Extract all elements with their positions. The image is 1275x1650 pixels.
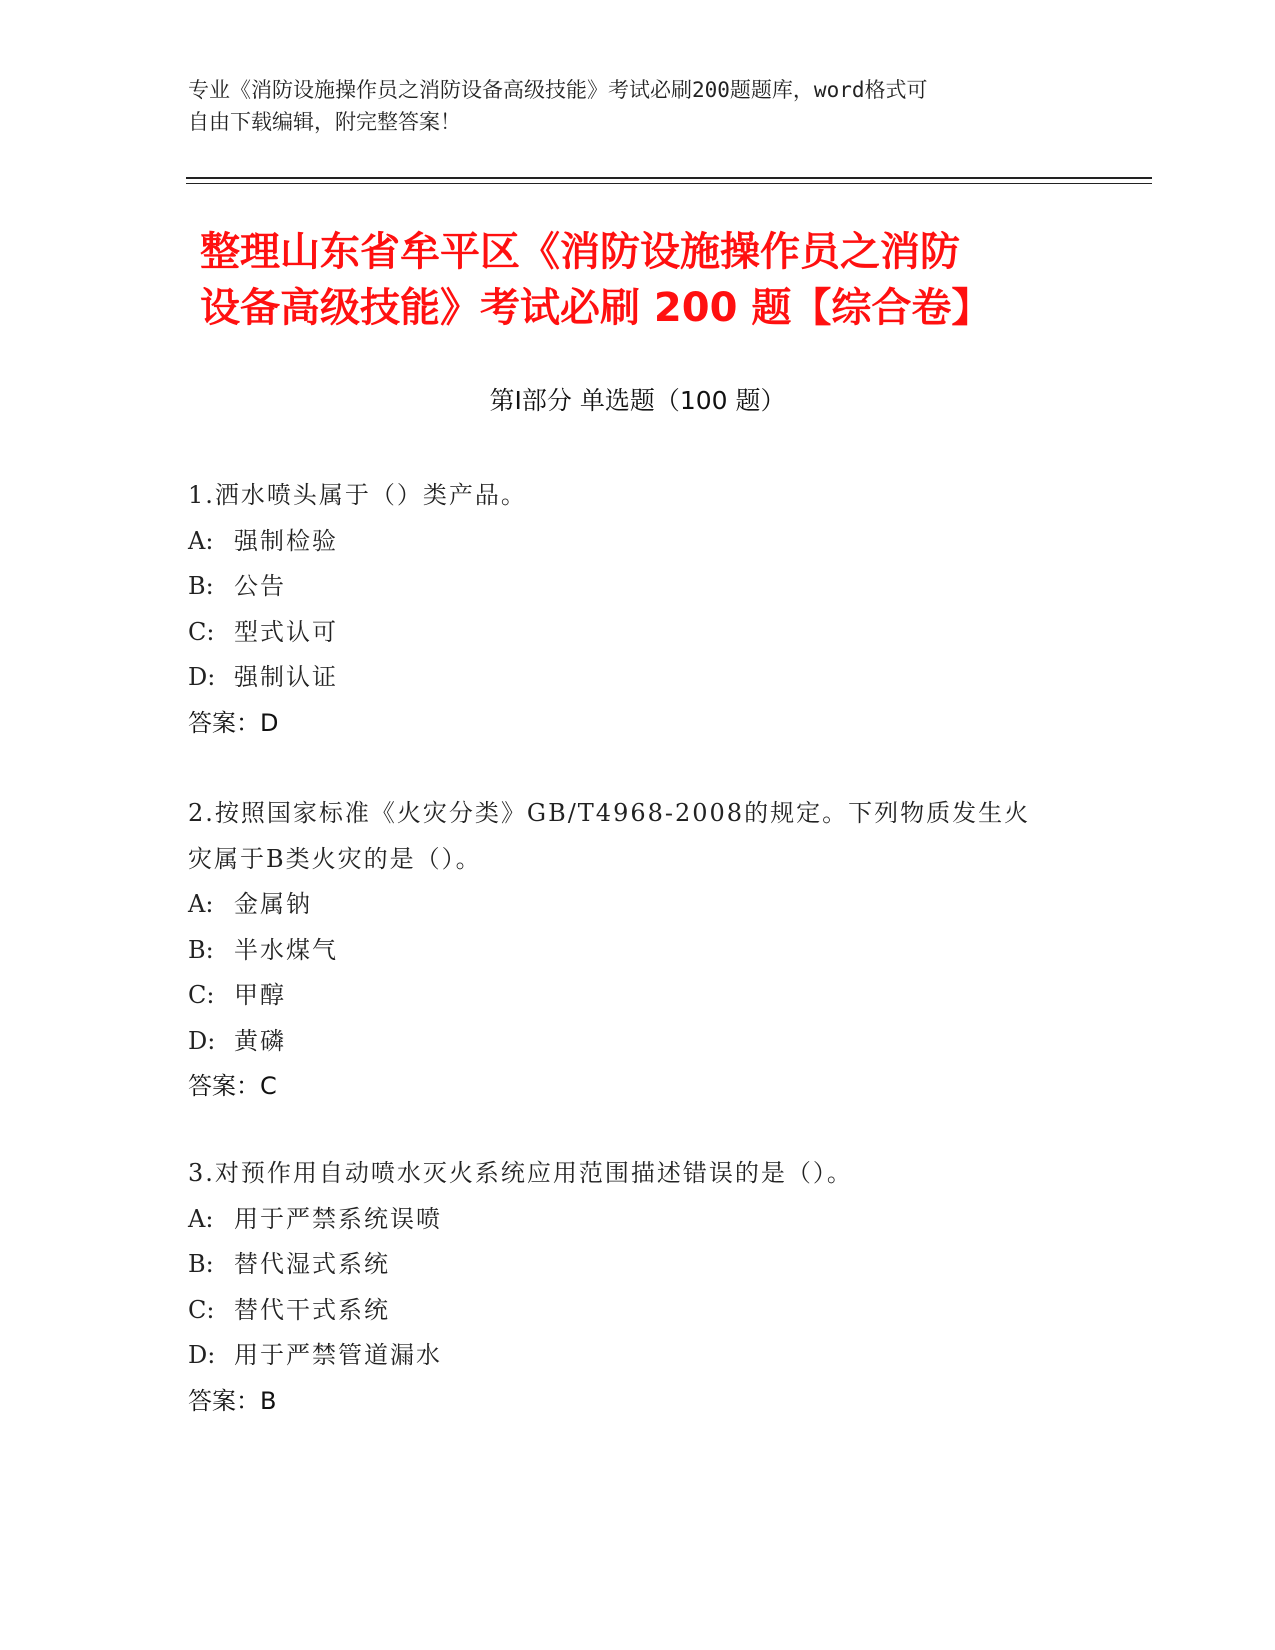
header-divider-thin — [186, 183, 1152, 184]
option-d — [188, 1019, 1088, 1065]
option-d — [188, 1333, 1088, 1379]
option-c — [188, 1288, 1088, 1334]
header-note — [188, 74, 1068, 138]
option-a — [188, 882, 1088, 928]
option-letter: A: — [188, 526, 214, 555]
question-text: 3.对预作用自动喷水灭火系统应用范围描述错误的是（）。 — [188, 1159, 853, 1187]
option-letter: B: — [188, 1250, 214, 1278]
option-b — [188, 1242, 1088, 1288]
option-letter: D: — [188, 1341, 216, 1369]
answer-line: 答案：B — [188, 1386, 277, 1415]
option-letter: D: — [188, 663, 216, 691]
option-letter: C: — [188, 1295, 215, 1324]
option-letter: A: — [188, 890, 214, 918]
option-text: 公告 — [234, 572, 286, 600]
option-text: 金属钠 — [234, 890, 312, 918]
document-title-line: 整理山东省牟平区《消防设施操作员之消防 — [200, 229, 960, 275]
section-heading: 第Ⅰ部分 单选题（100 题） — [489, 386, 786, 415]
option-text: 半水煤气 — [234, 935, 338, 964]
option-text: 用于严禁系统误喷 — [234, 1204, 442, 1233]
option-text: 用于严禁管道漏水 — [234, 1341, 442, 1369]
option-a — [188, 519, 1088, 565]
question-text: 1.洒水喷头属于（）类产品。 — [188, 481, 527, 509]
header-note-line: 自由下载编辑，附完整答案！ — [188, 110, 461, 134]
document-title-line: 设备高级技能》考试必刷 200 题【综合卷】 — [200, 285, 992, 331]
answer-line: 答案：D — [188, 708, 279, 737]
option-text: 黄磷 — [234, 1026, 286, 1055]
option-c — [188, 610, 1088, 656]
option-d — [188, 655, 1088, 701]
option-letter: C: — [188, 981, 215, 1009]
option-a — [188, 1197, 1088, 1243]
option-text: 甲醇 — [234, 981, 286, 1009]
option-text: 强制认证 — [234, 663, 338, 691]
question-text: 2.按照国家标准《火灾分类》GB/T4968-2008的规定。下列物质发生火 — [188, 799, 1031, 827]
option-c — [188, 973, 1088, 1019]
question-2 — [188, 791, 1088, 1110]
option-text: 替代湿式系统 — [234, 1250, 390, 1278]
option-b — [188, 928, 1088, 974]
document-title — [200, 224, 1100, 336]
option-b — [188, 564, 1088, 610]
header-divider-thick — [186, 177, 1152, 179]
option-text: 替代干式系统 — [234, 1295, 390, 1324]
option-text: 强制检验 — [234, 526, 338, 555]
option-text: 型式认可 — [234, 617, 338, 646]
option-letter: A: — [188, 1204, 214, 1233]
answer-line: 答案：C — [188, 1072, 277, 1100]
question-1 — [188, 473, 1088, 746]
header-note-line: 专业《消防设施操作员之消防设备高级技能》考试必刷200题题库，word格式可 — [188, 78, 928, 102]
question-text: 灾属于B类火灾的是（）。 — [188, 844, 482, 873]
option-letter: B: — [188, 572, 214, 600]
option-letter: C: — [188, 617, 215, 646]
option-letter: B: — [188, 935, 214, 964]
question-3 — [188, 1151, 1088, 1424]
option-letter: D: — [188, 1026, 216, 1055]
